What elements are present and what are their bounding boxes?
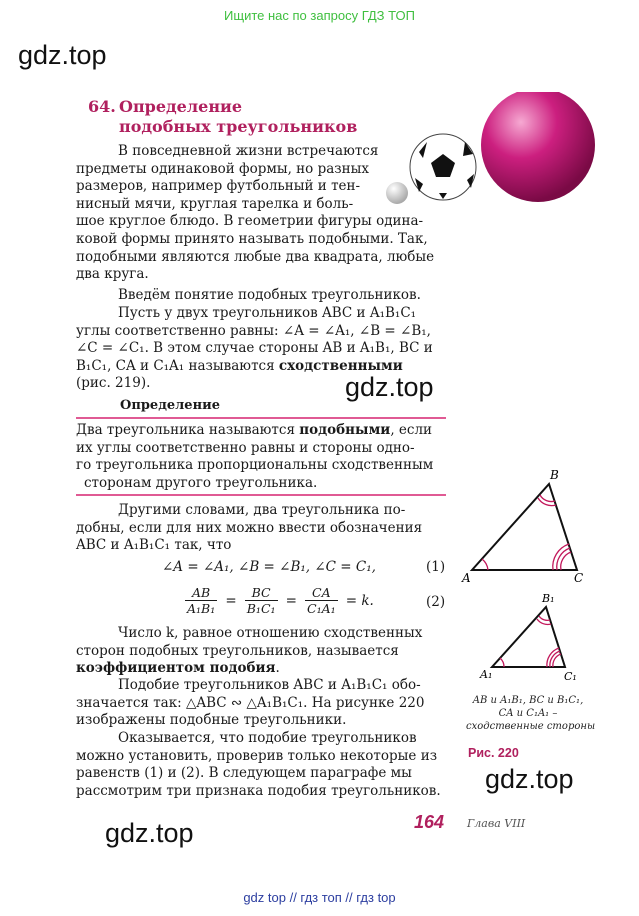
watermark: gdz.top bbox=[345, 372, 434, 402]
text-line: размеров, например футбольный и тен- bbox=[76, 178, 361, 195]
text-segment: B₁C₁, CA и C₁A₁ называются bbox=[76, 357, 279, 374]
chapter-label: Глава VIII bbox=[467, 817, 526, 830]
intro-paragraph bbox=[76, 143, 446, 284]
definition-label: Определение bbox=[120, 398, 221, 413]
text-line: шое круглое блюдо. В геометрии фигуры одина- bbox=[76, 213, 424, 230]
vertex-label-a: A bbox=[462, 571, 471, 585]
fraction bbox=[245, 585, 278, 616]
text-line: Оказывается, что подобие треугольников bbox=[118, 730, 417, 746]
fraction-numerator: BC bbox=[245, 585, 278, 601]
formula-angles: ∠A = ∠A₁, ∠B = ∠B₁, ∠C = C₁, bbox=[162, 559, 376, 575]
other-words-paragraph bbox=[76, 502, 446, 555]
triangle-small bbox=[492, 607, 565, 667]
figure-label: Рис. 220 bbox=[468, 746, 519, 760]
fraction bbox=[305, 585, 338, 616]
text-line: В повседневной жизни встречаются bbox=[118, 143, 379, 159]
text-line: два круга. bbox=[76, 266, 149, 283]
formula-ratios bbox=[185, 585, 374, 616]
text-line: Другими словами, два треугольника по- bbox=[118, 502, 406, 518]
section-title bbox=[119, 97, 357, 137]
figure-220-triangles bbox=[460, 464, 600, 689]
text-line: ABC и A₁B₁C₁ так, что bbox=[76, 537, 232, 554]
text-line: го треугольника пропорциональны сходственным bbox=[76, 457, 434, 474]
text-line bbox=[76, 358, 446, 376]
text-line: (рис. 219). bbox=[76, 375, 151, 392]
vertex-label-a1: A₁ bbox=[480, 668, 493, 681]
text-line: изображены подобные треугольники. bbox=[76, 712, 347, 729]
watermark: gdz.top bbox=[105, 818, 194, 848]
definition-top-rule bbox=[76, 417, 446, 419]
definition-bottom-rule bbox=[76, 494, 446, 496]
text-line: их углы соответственно равны и стороны одно- bbox=[76, 439, 415, 456]
intro2-paragraph bbox=[76, 287, 446, 305]
figure-caption bbox=[466, 694, 596, 733]
text-line: сторон подобных треугольников, называется bbox=[76, 642, 399, 659]
text-line: значается так: △ABC ∾ △A₁B₁C₁. На рисунке 220 bbox=[76, 694, 425, 711]
fraction-denominator: A₁B₁ bbox=[187, 601, 216, 616]
term-similar: подобными bbox=[299, 422, 391, 438]
term-corresponding: сходственными bbox=[278, 357, 403, 374]
formula-rhs: = k. bbox=[345, 593, 374, 609]
caption-line: AB и A₁B₁, BC и B₁C₁, bbox=[472, 695, 584, 706]
text-line: Введём понятие подобных треугольников. bbox=[118, 287, 421, 303]
coefficient-paragraph bbox=[76, 625, 446, 678]
text-line: Пусть у двух треугольников ABC и A₁B₁C₁ bbox=[118, 305, 417, 321]
notation-paragraph bbox=[76, 677, 446, 730]
text-line: рассмотрим три признака подобия треугольников. bbox=[76, 782, 441, 799]
text-segment: Два треугольника называются bbox=[76, 422, 300, 438]
caption-line: сходственные стороны bbox=[466, 721, 596, 732]
watermark: gdz.top bbox=[485, 764, 574, 794]
top-banner: Ищите нас по запросу ГДЗ ТОП bbox=[224, 8, 415, 23]
equals-sign: = bbox=[225, 593, 237, 609]
vertex-label-b1: B₁ bbox=[542, 592, 555, 605]
vertex-label-b: B bbox=[550, 468, 559, 482]
formula-number: (1) bbox=[426, 559, 446, 575]
section-title-line: подобных треугольников bbox=[119, 117, 358, 136]
fraction-numerator: CA bbox=[305, 585, 338, 601]
triangle-big bbox=[472, 484, 577, 570]
text-line: равенств (1) и (2). В следующем параграфе мы bbox=[76, 765, 412, 782]
section-number: 64. bbox=[88, 97, 116, 116]
fraction bbox=[185, 585, 217, 616]
text-line: сторонам другого треугольника. bbox=[84, 474, 318, 491]
fraction-numerator: AB bbox=[185, 585, 217, 601]
similar-angles-paragraph bbox=[76, 305, 446, 393]
text-line: нисный мячи, круглая тарелка и боль- bbox=[76, 195, 354, 212]
conclusion-paragraph bbox=[76, 730, 446, 800]
text-line bbox=[76, 422, 446, 440]
section-title-line: Определение bbox=[119, 97, 243, 116]
definition-body bbox=[76, 422, 446, 492]
text-line: предметы одинаковой формы, но разных bbox=[76, 160, 369, 177]
text-line: ковой формы принято называть подобными. Так, bbox=[76, 230, 428, 247]
pink-ball-icon bbox=[481, 92, 595, 202]
vertex-label-c: C bbox=[574, 571, 584, 585]
fraction-denominator: C₁A₁ bbox=[307, 601, 336, 616]
caption-line: CA и C₁A₁ – bbox=[498, 708, 558, 719]
text-line: Число k, равное отношению сходственных bbox=[118, 625, 423, 641]
vertex-label-c1: C₁ bbox=[564, 670, 577, 683]
watermark: gdz.top bbox=[18, 40, 107, 70]
text-line: ∠C = ∠C₁. В этом случае стороны AB и A₁B₁, BC и bbox=[76, 340, 433, 357]
formula-number: (2) bbox=[426, 594, 446, 610]
text-line: углы соответственно равны: ∠A = ∠A₁, ∠B = ∠B₁, bbox=[76, 322, 431, 339]
text-line: можно установить, проверив только некоторые из bbox=[76, 747, 438, 764]
angle-marks-big bbox=[482, 495, 571, 570]
equals-sign: = bbox=[285, 593, 297, 609]
text-line: подобными являются любые два квадрата, любые bbox=[76, 248, 435, 265]
page-number: 164 bbox=[414, 812, 445, 832]
text-segment: , если bbox=[390, 422, 433, 438]
text-line: Подобие треугольников ABC и A₁B₁C₁ обо- bbox=[118, 677, 421, 693]
text-line: добны, если для них можно ввести обозначения bbox=[76, 519, 423, 536]
term-coefficient: коэффициентом подобия bbox=[76, 660, 276, 677]
fraction-denominator: B₁C₁ bbox=[246, 601, 276, 616]
footer-links[interactable]: gdz top // гдз топ // гдз top bbox=[243, 890, 396, 905]
text-line bbox=[76, 660, 446, 678]
text-segment: . bbox=[275, 660, 280, 677]
